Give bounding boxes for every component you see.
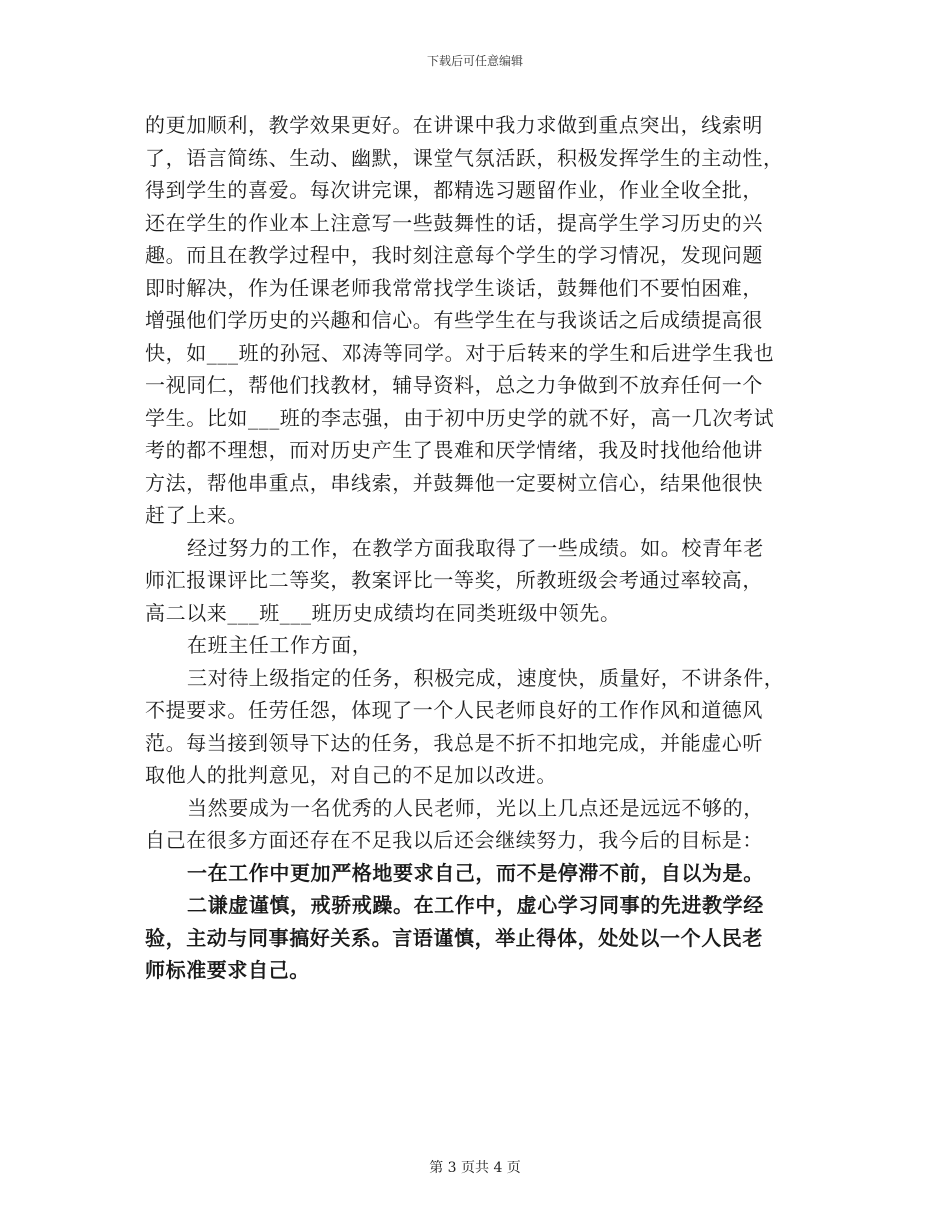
body-line: 的更加顺利，教学效果更好。在讲课中我力求做到重点突出，线索明 (145, 113, 763, 137)
body-line: 自己在很多方面还存在不足我以后还会继续努力，我今后的目标是： (145, 828, 763, 852)
body-line: 得到学生的喜爱。每次讲完课，都精选习题留作业，作业全收全批， (145, 178, 763, 202)
body-line: 取他人的批判意见，对自己的不足加以改进。 (145, 763, 557, 787)
body-line: 快，如___班的孙冠、邓涛等同学。对于后转来的学生和后进学生我也 (145, 340, 775, 365)
goal-line-bold: 师标准要求自己。 (145, 958, 310, 982)
page-header: 下载后可任意编辑 (426, 54, 523, 68)
body-line: 赶了上来。 (145, 503, 248, 527)
body-line: 增强他们学历史的兴趣和信心。有些学生在与我谈话之后成绩提高很 (145, 308, 763, 332)
goal-line-bold: 一在工作中更加严格地要求自己，而不是停滞不前，自以为是。 (187, 860, 764, 885)
body-line: 高二以来___班___班历史成绩均在同类班级中领先。 (145, 600, 621, 625)
body-line: 趣。而且在教学过程中，我时刻注意每个学生的学习情况，发现问题 (145, 243, 763, 267)
body-line: 考的都不理想，而对历史产生了畏难和厌学情绪，我及时找他给他讲 (145, 438, 763, 462)
paragraph-start-line: 三对待上级指定的任务，积极完成，速度快，质量好，不讲条件， (187, 665, 785, 690)
goal-line-bold: 二谦虚谨慎，戒骄戒躁。在工作中，虚心学习同事的先进教学经 (187, 893, 764, 917)
body-line: 一视同仁，帮他们找教材，辅导资料，总之力争做到不放弃任何一个 (145, 373, 763, 397)
body-line: 还在学生的作业本上注意写一些鼓舞性的话，提高学生学习历史的兴 (145, 210, 763, 235)
paragraph-start-line: 经过努力的工作，在教学方面我取得了一些成绩。如。校青年老 (187, 535, 764, 560)
body-line: 方法，帮他串重点，串线索，并鼓舞他一定要树立信心，结果他很快 (145, 470, 763, 495)
body-line: 即时解决，作为任课老师我常常找学生谈话，鼓舞他们不要怕困难， (145, 275, 763, 300)
goal-line-bold: 验，主动与同事搞好关系。言语谨慎，举止得体，处处以一个人民老 (145, 925, 763, 950)
document-body (145, 109, 835, 987)
body-line: 了，语言简练、生动、幽默，课堂气氛活跃，积极发挥学生的主动性， (145, 145, 784, 170)
paragraph-start-line: 在班主任工作方面， (187, 633, 373, 657)
body-line: 范。每当接到领导下达的任务，我总是不折不扣地完成，并能虚心听 (145, 730, 763, 755)
page-footer: 第 3 页共 4 页 (429, 1160, 521, 1176)
body-line: 师汇报课评比二等奖，教案评比一等奖，所教班级会考通过率较高， (145, 568, 763, 592)
paragraph-start-line: 当然要成为一名优秀的人民老师，光以上几点还是远远不够的， (187, 795, 764, 820)
body-line: 不提要求。任劳任怨，体现了一个人民老师良好的工作作风和道德风 (145, 698, 763, 722)
body-line: 学生。比如___班的李志强，由于初中历史学的就不好，高一几次考试 (145, 405, 775, 430)
